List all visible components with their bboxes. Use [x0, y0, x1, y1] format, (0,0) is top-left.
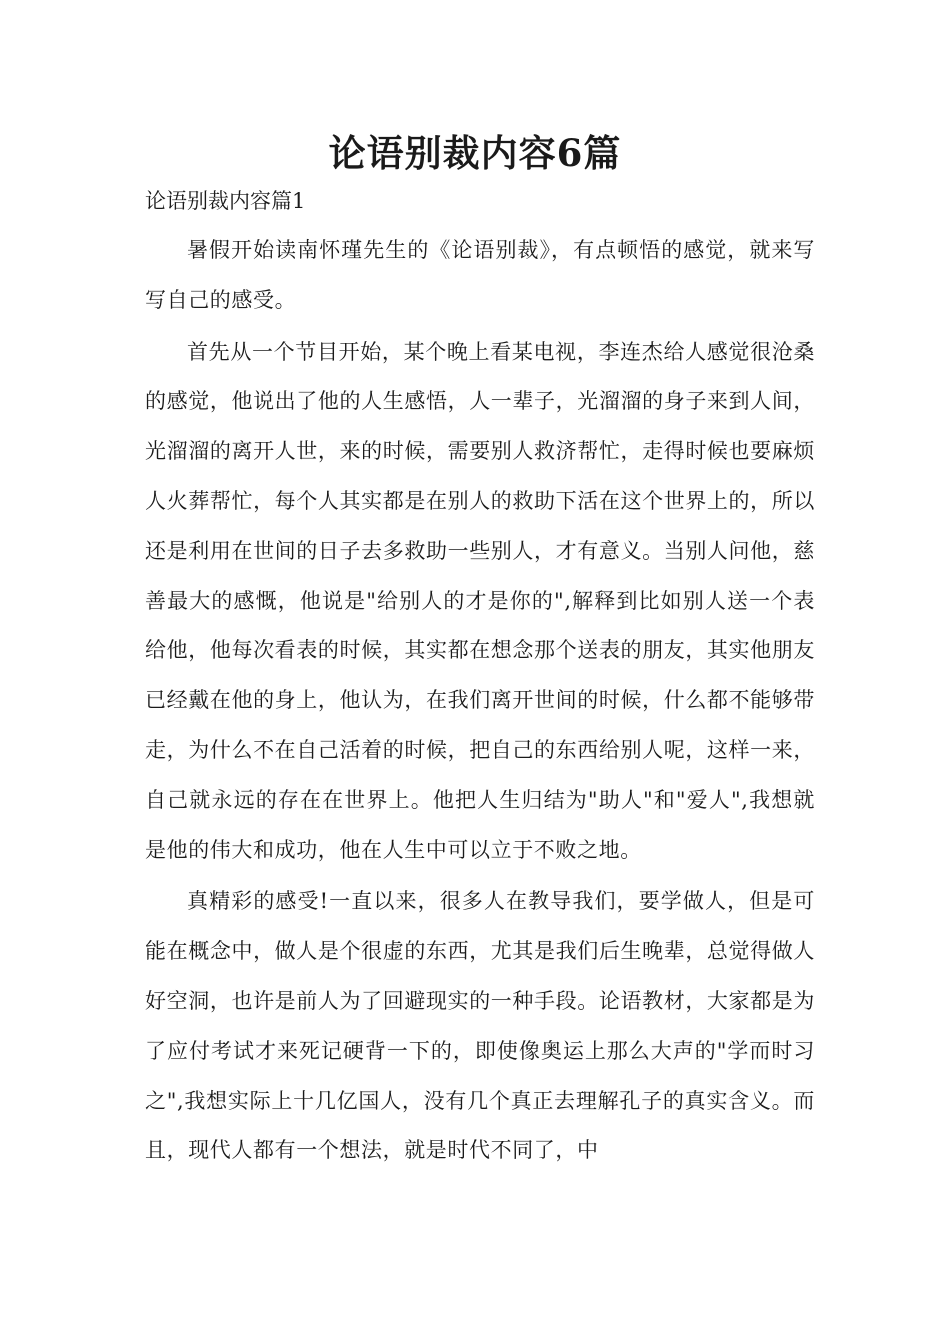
body-text — [145, 226, 815, 1178]
paragraph-1: 暑假开始读南怀瑾先生的《论语别裁》，有点顿悟的感觉，就来写写自己的感受。 — [145, 238, 815, 312]
section-heading: 论语别裁内容篇1 — [145, 189, 306, 213]
paragraph-3: 真精彩的感受!一直以来，很多人在教导我们，要学做人，但是可能在概念中，做人是个很虚的东西，尤其是我们后生晚辈，总觉得做人好空洞，也许是前人为了回避现实的一种手段。论语教材，大家都是为了应付考试才来死记硬背一下的，即使像奥运上那么大声的"学而时习之",我想实际上十几亿国人，没有几个真正去理解孔子的真实含义。而且，现代人都有一个想法，就是时代不同了，中 — [145, 889, 815, 1163]
document-title: 论语别裁内容6篇 — [328, 131, 622, 175]
paragraph-2: 首先从一个节目开始，某个晚上看某电视，李连杰给人感觉很沧桑的感觉，他说出了他的人生感悟，人一辈子，光溜溜的身子来到人间，光溜溜的离开人世，来的时候，需要别人救济帮忙，走得时候也要麻烦人火葬帮忙，每个人其实都是在别人的救助下活在这个世界上的，所以还是利用在世间的日子去多救助一些别人，才有意义。当别人问他，慈善最大的感慨，他说是"给别人的才是你的",解释到比如别人送一个表给他，他每次看表的时候，其实都在想念那个送表的朋友，其实他朋友已经戴在他的身上，他认为，在我们离开世间的时候，什么都不能够带走，为什么不在自己活着的时候，把自己的东西给别人呢，这样一来，自己就永远的存在在世界上。他把人生归结为"助人"和"爱人",我想就是他的伟大和成功，他在人生中可以立于不败之地。 — [145, 339, 815, 862]
